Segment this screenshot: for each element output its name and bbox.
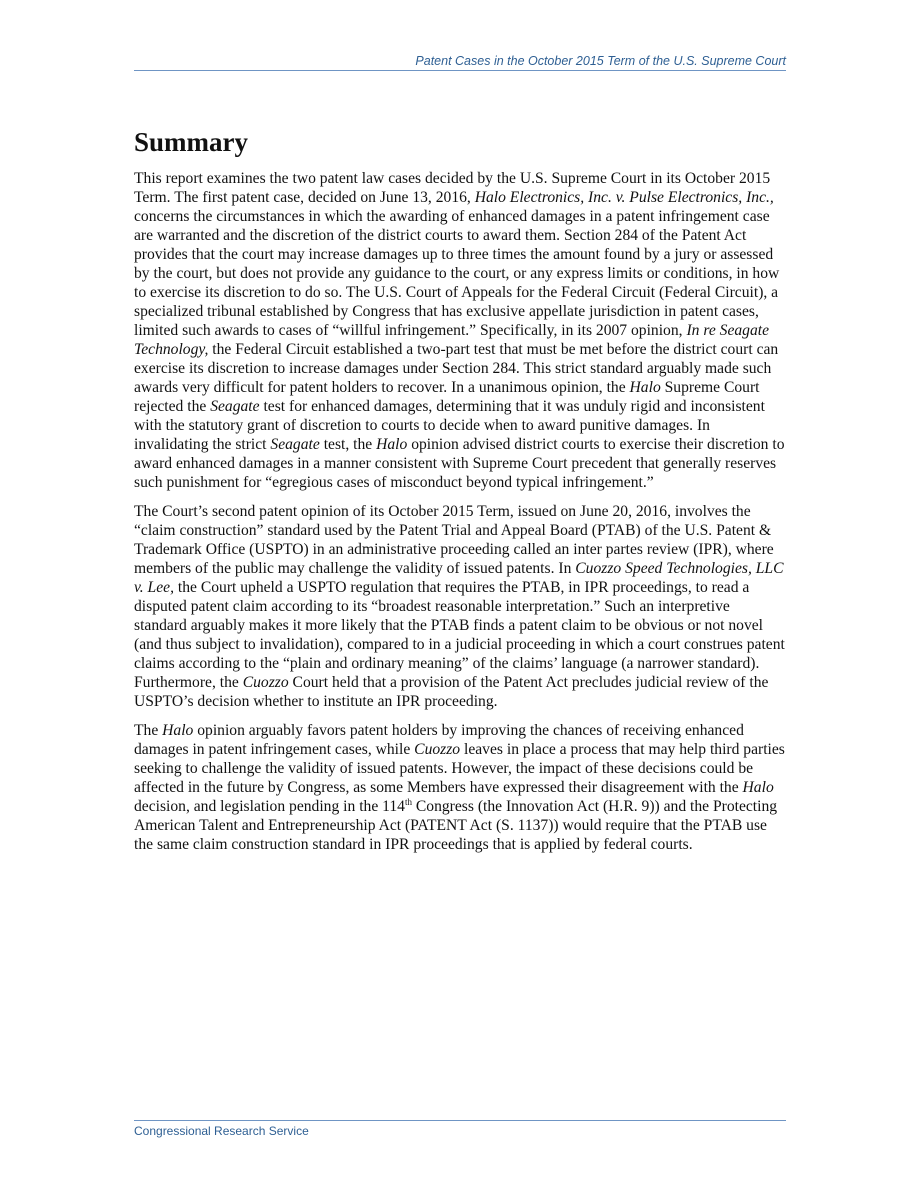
case-name-italic: Halo: [742, 779, 774, 796]
text-run: the Federal Circuit established a two-part test that must be met before the district court can exercise its discretion to increase damages under Section 284. This strict standard arguably made such awards very difficult for patent holders to recover. In a unanimous opinion, the: [134, 341, 779, 396]
paragraph-impact: [134, 721, 786, 854]
text-run: test for enhanced damages, determining that it was unduly rigid and inconsistent with the statutory grant of discretion to courts to decide when to award punitive damages. In invalidating the strict: [134, 398, 765, 453]
page-content: [134, 124, 786, 864]
text-run: This report examines the two patent law cases decided by the U.S. Supreme Court in its October 2015 Term. The first patent case, decided on June 13, 2016,: [134, 170, 771, 206]
case-name-italic: Halo: [629, 379, 661, 396]
text-run: The Court’s second patent opinion of its October 2015 Term, issued on June 20, 2016, involves the “claim construction” standard used by the Patent Trial and Appeal Board (PTAB) of the U.S. Patent & Trademark Office (USPTO) in an administrative proceeding called an inter partes review (IPR), where members of the public may challenge the validity of issued patents. In: [134, 503, 774, 577]
text-run: test, the: [319, 436, 377, 453]
case-name-italic: Cuozzo: [414, 741, 461, 758]
text-run: opinion arguably favors patent holders by improving the chances of receiving enhanced damages in patent infringement cases, while: [134, 722, 744, 758]
case-name-italic: Seagate: [270, 436, 320, 453]
case-name-italic: Cuozzo: [242, 674, 289, 691]
case-name-italic: Halo: [376, 436, 408, 453]
text-run: Supreme Court rejected the: [134, 379, 760, 415]
text-run: decision, and legislation pending in the 114: [134, 798, 405, 815]
text-run: opinion advised district courts to exercise their discretion to award enhanced damages in a manner consistent with Supreme Court precedent that generally reserves such punishment for “egregious cases of misconduct beyond typical infringement.”: [134, 436, 785, 491]
text-run: The: [134, 722, 163, 739]
case-name-italic: Halo Electronics, Inc. v. Pulse Electronics, Inc.,: [474, 189, 774, 206]
case-name-italic: Cuozzo Speed Technologies, LLC v. Lee,: [134, 560, 784, 596]
case-name-italic: In re Seagate Technology,: [134, 322, 770, 358]
section-title: Summary: [134, 127, 248, 157]
text-run: concerns the circumstances in which the awarding of enhanced damages in a patent infringement case are warranted and the discretion of the district courts to award them. Section 284 of the Patent Act provides that the court may increase damages up to three times the amount found by a jury or assessed by the court, but does not provide any guidance to the court, or any express limits or conditions, in how to exercise its discretion to do so. The U.S. Court of Appeals for the Federal Circuit (Federal Circuit), a specialized tribunal established by Congress that has exclusive appellate jurisdiction in patent cases, limited such awards to cases of “willful infringement.” Specifically, in its 2007 opinion,: [134, 208, 780, 339]
text-run: leaves in place a process that may help third parties seeking to challenge the validity of issued patents. However, the impact of these decisions could be affected in the future by Congress, as some Members have expressed their disagreement with the: [134, 741, 785, 796]
text-run: Court held that a provision of the Patent Act precludes judicial review of the USPTO’s decision whether to institute an IPR proceeding.: [134, 674, 769, 710]
running-header: Patent Cases in the October 2015 Term of the U.S. Supreme Court: [134, 54, 786, 71]
running-footer: Congressional Research Service: [134, 1120, 786, 1138]
paragraph-halo: [134, 169, 786, 492]
text-run: Congress (the Innovation Act (H.R. 9)) and the Protecting American Talent and Entrepreneurship Act (PATENT Act (S. 1137)) would require that the PTAB use the same claim construction standard in IPR proceedings that is applied by federal courts.: [134, 798, 778, 853]
ordinal-superscript: th: [404, 796, 412, 807]
text-run: the Court upheld a USPTO regulation that requires the PTAB, in IPR proceedings, to read a disputed patent claim according to its “broadest reasonable interpretation.” Such an interpretive standard arguably makes it more likely that the PTAB finds a patent claim to be obvious or not novel (and thus subject to invalidation), compared to in a judicial proceeding in which a court construes patent claims according to the “plain and ordinary meaning” of the claims’ language (a narrower standard). Furthermore, the: [134, 579, 785, 691]
case-name-italic: Halo: [162, 722, 194, 739]
paragraph-cuozzo: [134, 502, 786, 711]
case-name-italic: Seagate: [210, 398, 260, 415]
